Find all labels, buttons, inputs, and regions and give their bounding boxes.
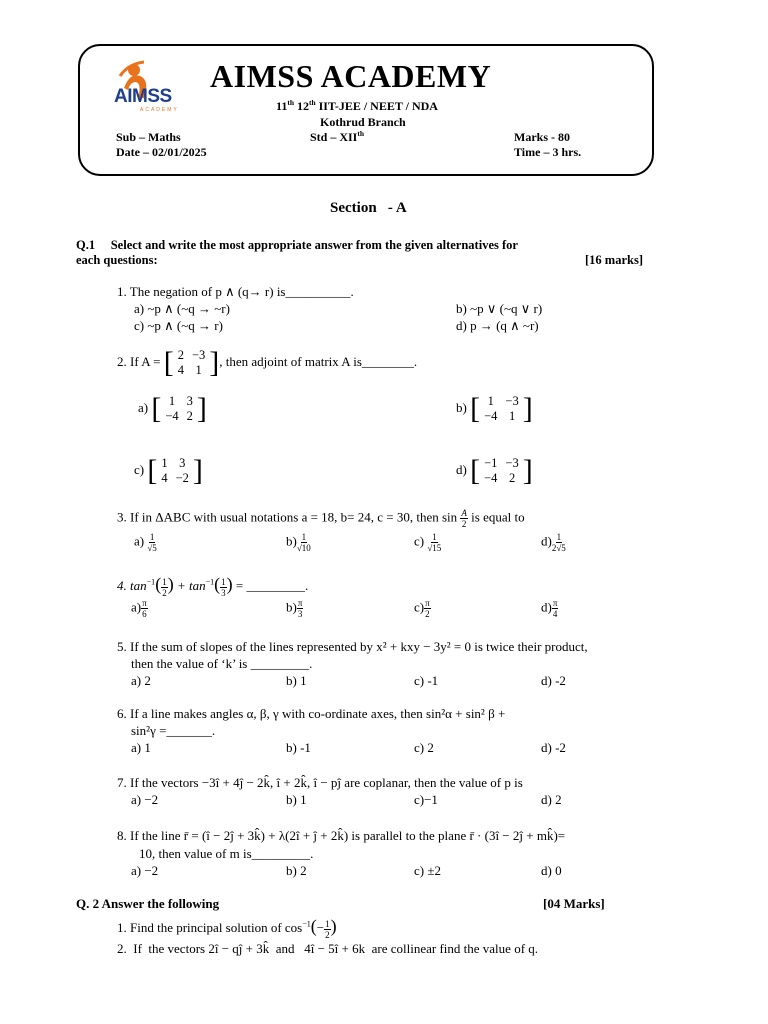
- std-label: Std – XIIth: [310, 129, 364, 144]
- mcq3-option-a: a) $\frac{1}{√5}$: [134, 532, 157, 553]
- mcq1-stem: 1. The negation of p ∧ (q→ r) is__________.: [117, 284, 354, 299]
- matrix-left-bracket: [: [147, 454, 158, 487]
- q2-heading: Q. 2 Answer the following: [76, 896, 220, 911]
- mcq8-option-a: a) −2: [131, 863, 159, 878]
- mcq4-option-b: b) $\frac{\pi}{3}$: [286, 598, 303, 619]
- mcq6-option-d: d) -2: [541, 740, 566, 755]
- matrix-cell: −3: [505, 456, 519, 470]
- mcq8-stem-line2: 10, then value of m is_________.: [139, 846, 314, 861]
- matrix-right-bracket: ]: [522, 454, 533, 487]
- matrix-option-b: [470, 394, 533, 424]
- matrix-right-bracket: ]: [522, 392, 533, 425]
- q1-instruction-line1: Q.1 Select and write the most appropriate answer from the given alternatives for: [76, 238, 518, 252]
- subject-label: Sub – Maths: [116, 130, 181, 144]
- q1-instruction-line2: each questions:: [76, 253, 158, 267]
- courses-line: 11th 12th IIT-JEE / NEET / NDA: [276, 98, 438, 113]
- matrix-cell: −3: [191, 348, 206, 362]
- branch-line: Kothrud Branch: [320, 115, 406, 129]
- academy-title: AIMSS ACADEMY: [210, 58, 492, 94]
- mcq8-option-d: d) 0: [541, 863, 562, 878]
- matrix-cell: 1: [168, 394, 176, 408]
- mcq5-option-a: a) 2: [131, 673, 151, 688]
- mcq7-option-b: b) 1: [286, 792, 307, 807]
- mcq8-stem-line1: 8. If the line r̄ = (î − 2ĵ + 3k̂) + λ(2î + ĵ + 2k̂) is parallel to the plane r̄ · (3î − 2ĵ + mk̂)=: [117, 828, 566, 843]
- date-label: Date – 02/01/2025: [116, 145, 207, 159]
- mcq5-option-b: b) 1: [286, 673, 307, 688]
- time-label: Time – 3 hrs.: [514, 145, 582, 159]
- q1-marks: [16 marks]: [585, 253, 643, 267]
- mcq5-option-d: d) -2: [541, 673, 566, 688]
- mcq1-option-b: b) ~p ∨ (~q ∨ r): [456, 301, 543, 316]
- matrix-right-bracket: ]: [192, 454, 203, 487]
- matrix-cell: 2: [508, 471, 516, 485]
- matrix-cell: −1: [484, 456, 498, 470]
- mcq4-option-d: d) $\frac{\pi}{4}$: [541, 598, 558, 619]
- mcq2-option-c: c) [ 1 3 4 −2 ]: [134, 454, 203, 487]
- matrix-right-bracket: ]: [209, 346, 220, 379]
- matrix-cell: −4: [484, 471, 498, 485]
- mcq5-stem-line2: then the value of ‘k’ is _________.: [131, 656, 313, 671]
- matrix-cell: −4: [484, 409, 498, 423]
- mcq1-option-c: c) ~p ∧ (~q → r): [134, 318, 223, 333]
- matrix-left-bracket: [: [163, 346, 174, 379]
- matrix-cell: −3: [505, 394, 519, 408]
- matrix-cell: 3: [186, 394, 193, 408]
- mcq6-option-b: b) -1: [286, 740, 311, 755]
- q2-item1: 1. Find the principal solution of $\cos^{-1}(-$ $\frac{1}{2}$ ): [117, 916, 337, 940]
- logo-text: AIMSS: [114, 86, 172, 107]
- mcq8-option-b: b) 2: [286, 863, 307, 878]
- logo-subtext: ACADEMY: [140, 107, 179, 113]
- mcq7-stem: 7. If the vectors −3î + 4ĵ − 2k̂, î + 2k̂, î − pĵ are coplanar, then the value of p is: [117, 775, 523, 790]
- matrix-cell: 4: [161, 471, 168, 485]
- mcq8-option-c: c) ±2: [414, 863, 441, 878]
- q2-marks: [04 Marks]: [543, 896, 605, 911]
- mcq3-option-c: c) $\frac{1}{√15}$: [414, 532, 442, 553]
- section-title: Section - A: [330, 200, 407, 216]
- matrix-A: [164, 348, 220, 378]
- matrix-cell: −2: [175, 471, 189, 485]
- mcq2-option-a: a) [ 1 3 −4 2 ]: [138, 392, 207, 425]
- matrix-right-bracket: ]: [196, 392, 207, 425]
- matrix-option-d: [470, 456, 533, 486]
- mcq5-stem-line1: 5. If the sum of slopes of the lines represented by x² + kxy − 3y² = 0 is twice their product,: [117, 639, 588, 654]
- mcq7-option-a: a) −2: [131, 792, 159, 807]
- matrix-option-c: [147, 456, 203, 486]
- matrix-cell: 1: [195, 363, 202, 377]
- mcq3-stem: 3. If in ΔABC with usual notations a = 18, b= 24, c = 30, then sin $\frac{A}{2}$ is equal to: [117, 508, 525, 529]
- matrix-option-a: [151, 394, 207, 424]
- mcq2-stem: 2. If A = [ 2 −3 4 1 ] , then adjoint of matrix A is________.: [117, 346, 418, 379]
- mcq2-option-d: d) [ −1 −3 −4 2 ]: [456, 454, 533, 487]
- mcq7-option-d: d) 2: [541, 792, 562, 807]
- mcq4-option-a: a) $\frac{\pi}{6}$: [131, 598, 147, 619]
- mcq3-option-d: d) $\frac{1}{2√5}$: [541, 532, 566, 553]
- mcq1-option-a: a) ~p ∧ (~q → ~r): [134, 301, 230, 316]
- matrix-cell: 1: [508, 409, 516, 423]
- academy-logo: [110, 58, 196, 114]
- matrix-cell: 4: [177, 363, 184, 377]
- matrix-cell: 1: [487, 394, 494, 408]
- mcq6-option-a: a) 1: [131, 740, 151, 755]
- mcq6-option-c: c) 2: [414, 740, 434, 755]
- matrix-cell: 2: [177, 348, 184, 362]
- matrix-left-bracket: [: [470, 454, 481, 487]
- matrix-left-bracket: [: [151, 392, 162, 425]
- matrix-cell: 1: [161, 456, 168, 470]
- mcq4-stem: 4. $\tan^{-1}$( $\frac{1}{2}$ ) + $\tan^{-1}$( $\frac{1}{3}$ ) = _________.: [117, 574, 309, 598]
- q2-item2: 2. If the vectors 2î − qĵ + 3k̂ and 4î − 5î + 6k are collinear find the value of q.: [117, 941, 539, 956]
- mcq3-option-b: b) $\frac{1}{√10}$: [286, 532, 311, 553]
- matrix-cell: −4: [165, 409, 179, 423]
- mcq1-option-d: d) p → (q ∧ ~r): [456, 318, 539, 333]
- mcq6-stem-line1: 6. If a line makes angles α, β, γ with co-ordinate axes, then sin²α + sin² β +: [117, 706, 506, 721]
- matrix-left-bracket: [: [470, 392, 481, 425]
- mcq4-option-c: c) $\frac{\pi}{2}$: [414, 598, 430, 619]
- mcq7-option-c: c)−1: [414, 792, 438, 807]
- marks-label: Marks - 80: [514, 130, 570, 144]
- mcq5-option-c: c) -1: [414, 673, 439, 688]
- matrix-cell: 3: [179, 456, 186, 470]
- mcq2-option-b: b) [ 1 −3 −4 1 ]: [456, 392, 533, 425]
- mcq6-stem-line2: sin²γ =_______.: [131, 723, 216, 738]
- matrix-cell: 2: [186, 409, 193, 423]
